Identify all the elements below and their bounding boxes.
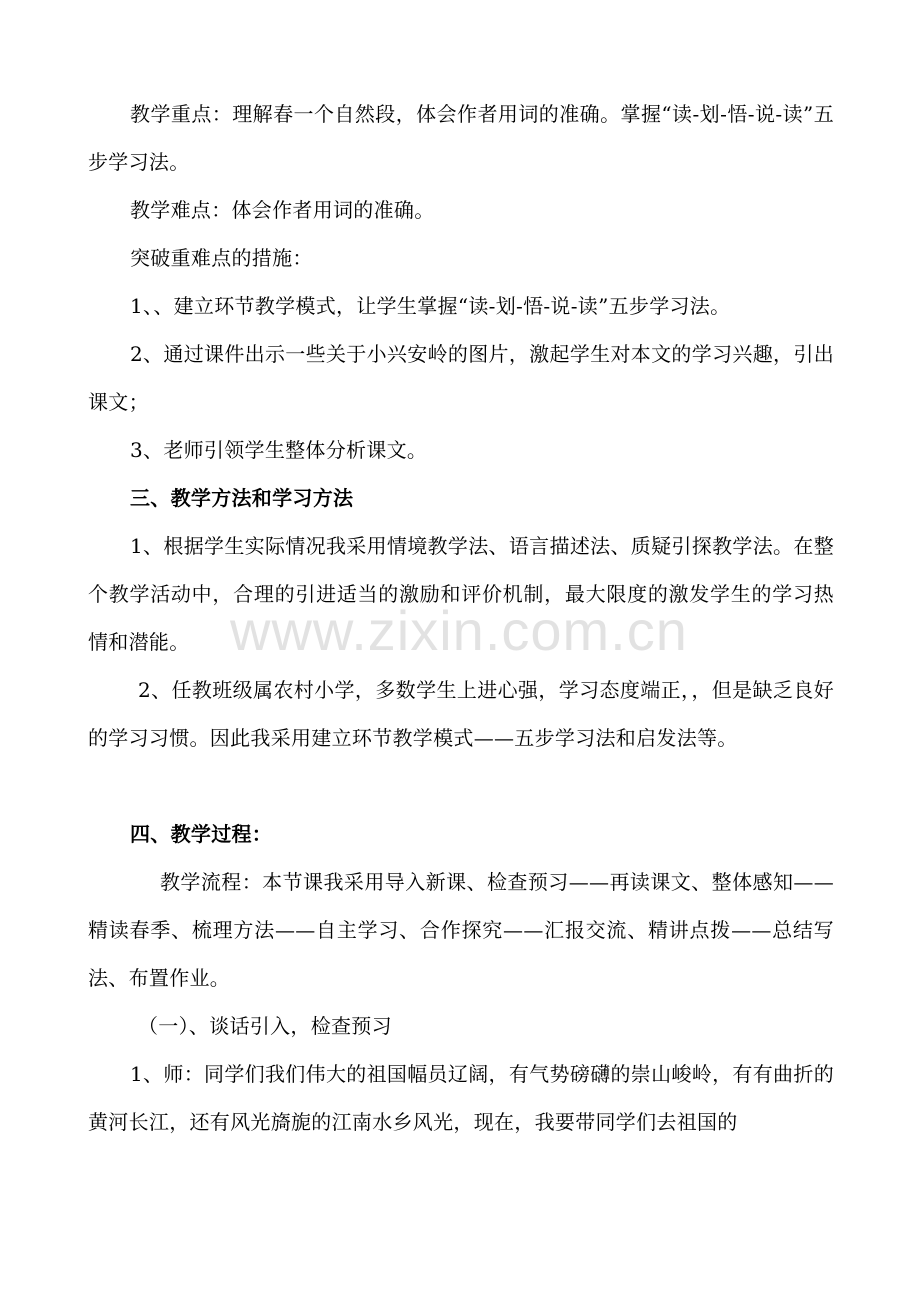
teacher-intro-paragraph: 1、师：同学们我们伟大的祖国幅员辽阔，有气势磅礴的崇山峻岭，有有曲折的黄河长江，还有风光旖旎的江南水乡风光，现在，我要带同学们去祖国的 [88,1062,834,1134]
key-points-paragraph: 教学重点：理解春一个自然段，体会作者用词的准确。掌握“读-划-悟-说-读”五步学习法。 [88,102,834,174]
watermark-text: www.zixin.com.cn [230,599,688,662]
section-4-heading: 四、教学过程： [130,822,273,846]
method-item-1: 1、根据学生实际情况我采用情境教学法、语言描述法、质疑引探教学法。在整个教学活动中，合理的引进适当的激励和评价机制，最大限度的激发学生的学习热情和潜能。 [88,534,834,654]
measure-item-1: 1、、建立环节教学模式，让学生掌握“读-划-悟-说-读”五步学习法。 [130,294,731,318]
subsection-1-heading: （一）、谈话引入，检查预习 [138,1014,392,1038]
process-flow-paragraph: 教学流程：本节课我采用导入新课、检查预习——再读课文、整体感知——精读春季、梳理方法——自主学习、合作探究——汇报交流、精讲点拨——总结写法、布置作业。 [88,870,834,990]
measures-heading: 突破重难点的措施： [130,246,313,270]
method-item-2: 2、任教班级属农村小学，多数学生上进心强，学习态度端正，，但是缺乏良好的学习习惯。因此我采用建立环节教学模式——五步学习法和启发法等。 [88,678,834,750]
section-3-heading: 三、教学方法和学习方法 [130,486,354,510]
measure-item-3: 3、老师引领学生整体分析课文。 [130,438,428,462]
measure-item-2: 2、通过课件出示一些关于小兴安岭的图片，激起学生对本文的学习兴趣，引出课文； [88,342,834,414]
difficult-points-paragraph: 教学难点：体会作者用词的准确。 [130,198,435,222]
